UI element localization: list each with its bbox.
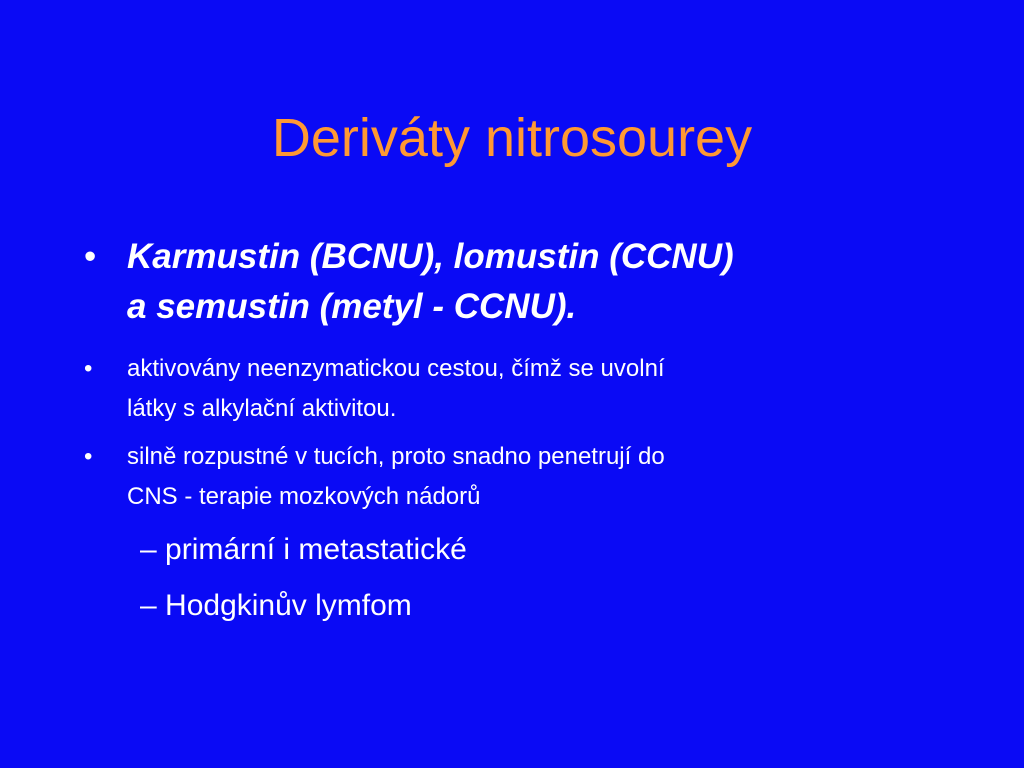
bullet-marker: • bbox=[84, 237, 97, 276]
bullet-line: CNS - terapie mozkových nádorů bbox=[127, 483, 481, 510]
sub-bullet-marker: – bbox=[140, 533, 157, 566]
bullet-text bbox=[127, 437, 665, 517]
sub-bullet-item-1 bbox=[140, 530, 467, 570]
sub-bullet-item-2 bbox=[140, 586, 412, 626]
sub-bullet-text: Hodgkinův lymfom bbox=[165, 589, 412, 622]
bullet-line: látky s alkylační aktivitou. bbox=[127, 395, 397, 422]
sub-bullet-text: primární i metastatické bbox=[165, 533, 467, 566]
bullet-line: Karmustin (BCNU), lomustin (CCNU) bbox=[127, 237, 734, 276]
slide-title: Deriváty nitrosourey bbox=[271, 108, 753, 168]
bullet-line: silně rozpustné v tucích, proto snadno penetrují do bbox=[127, 443, 665, 470]
bullet-marker: • bbox=[84, 443, 93, 470]
bullet-text bbox=[127, 349, 665, 429]
bullet-text bbox=[127, 232, 734, 332]
bullet-line: a semustin (metyl - CCNU). bbox=[127, 287, 577, 326]
bullet-marker: • bbox=[84, 355, 93, 382]
sub-bullet-marker: – bbox=[140, 589, 157, 622]
bullet-line: aktivovány neenzymatickou cestou, čímž se uvolní bbox=[127, 355, 665, 382]
